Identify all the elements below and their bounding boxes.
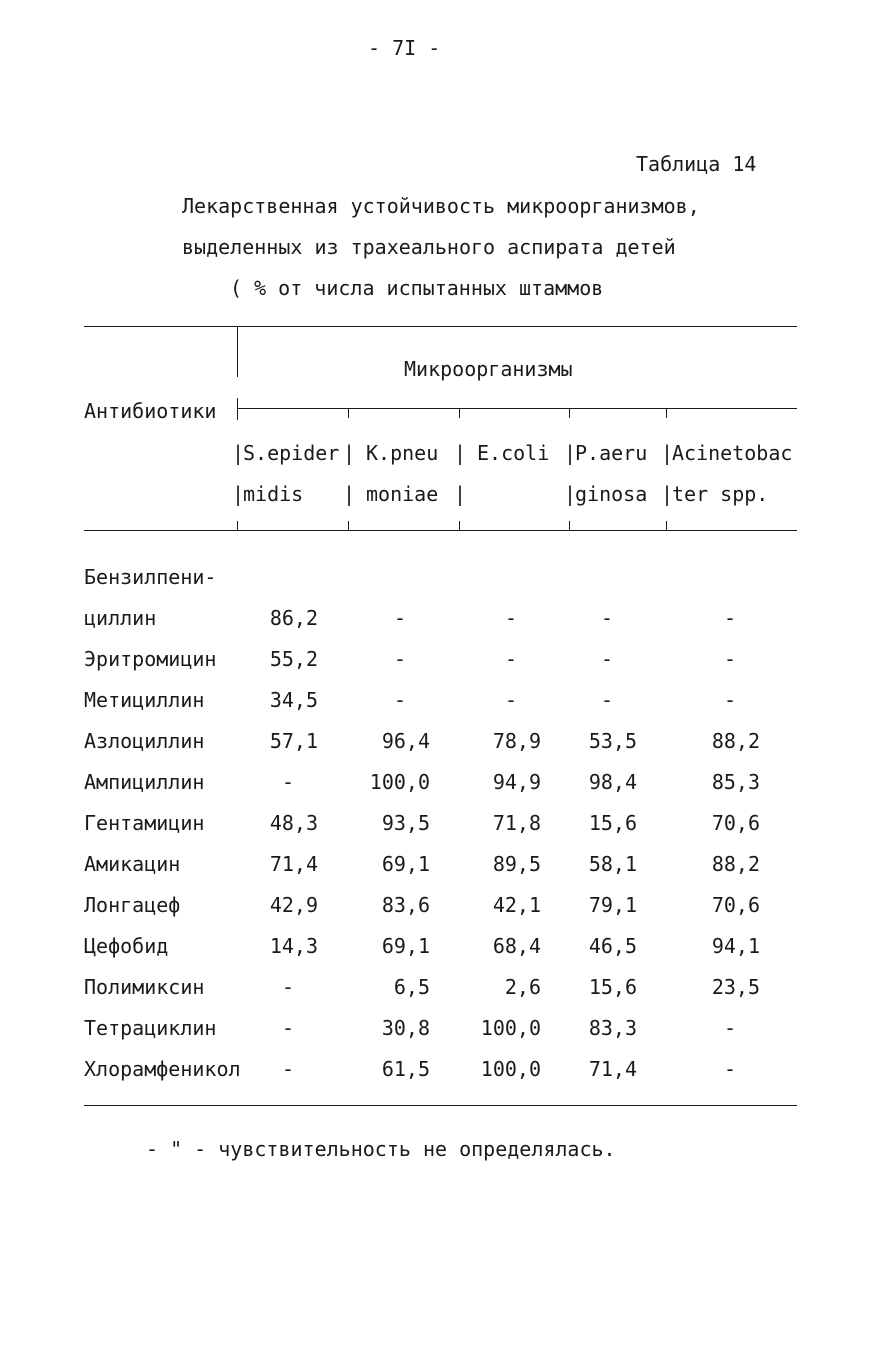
- table-cell: -: [504, 606, 517, 630]
- table-cell: 71,4: [588, 1057, 637, 1081]
- table-cell: 30,8: [381, 1016, 430, 1040]
- table-cell: 70,6: [711, 811, 760, 835]
- row-label: циллин: [84, 606, 157, 630]
- table-cell: 71,4: [269, 852, 318, 876]
- table-cell: -: [600, 606, 613, 630]
- column-separator: |: [661, 482, 674, 506]
- table-cell: 34,5: [269, 688, 318, 712]
- table-cell: 79,1: [588, 893, 637, 917]
- column-separator: |: [343, 482, 356, 506]
- page-number: - 7I -: [368, 36, 441, 60]
- table-cell: 78,9: [492, 729, 541, 753]
- table-cell: 55,2: [269, 647, 318, 671]
- table-cell: -: [281, 975, 294, 999]
- table-cell: -: [723, 606, 736, 630]
- table-cell: 88,2: [711, 729, 760, 753]
- column-tick: [459, 521, 460, 530]
- row-label: Хлорамфеникол: [84, 1057, 241, 1081]
- table-cell: 86,2: [269, 606, 318, 630]
- column-separator: |: [454, 441, 467, 465]
- column-tick: [348, 408, 349, 418]
- table-bottom-rule: [84, 1105, 797, 1106]
- table-cell: 6,5: [393, 975, 430, 999]
- row-label: Лонгацеф: [84, 893, 181, 917]
- table-cell: -: [723, 688, 736, 712]
- table-cell: 15,6: [588, 811, 637, 835]
- table-cell: 100,0: [369, 770, 430, 794]
- column-tick: [459, 408, 460, 418]
- column-tick: [237, 521, 238, 530]
- table-cell: 15,6: [588, 975, 637, 999]
- row-label: Ампициллин: [84, 770, 205, 794]
- table-cell: 58,1: [588, 852, 637, 876]
- table-cell: 100,0: [480, 1016, 541, 1040]
- column-header-s-epidermidis: S.epider: [243, 441, 340, 465]
- table-cell: 83,3: [588, 1016, 637, 1040]
- table-cell: 14,3: [269, 934, 318, 958]
- table-cell: 96,4: [381, 729, 430, 753]
- header-bottom-rule: [84, 530, 797, 531]
- header-separator: [237, 327, 238, 377]
- row-label: Эритромицин: [84, 647, 217, 671]
- table-top-rule: [84, 326, 797, 327]
- group-header: Микроорганизмы: [404, 357, 573, 381]
- table-cell: 23,5: [711, 975, 760, 999]
- row-header: Антибиотики: [84, 399, 217, 423]
- table-cell: 48,3: [269, 811, 318, 835]
- row-label: Бензилпени-: [84, 565, 217, 589]
- table-cell: 70,6: [711, 893, 760, 917]
- column-header-k-pneumoniae-line2: moniae: [366, 482, 439, 506]
- row-label: Тетрациклин: [84, 1016, 217, 1040]
- table-cell: -: [393, 606, 406, 630]
- table-cell: -: [281, 770, 294, 794]
- column-separator: |: [661, 441, 674, 465]
- table-cell: 68,4: [492, 934, 541, 958]
- table-cell: 61,5: [381, 1057, 430, 1081]
- table-cell: 42,1: [492, 893, 541, 917]
- table-cell: -: [504, 647, 517, 671]
- table-cell: 71,8: [492, 811, 541, 835]
- column-separator: |: [232, 482, 245, 506]
- column-separator: |: [343, 441, 356, 465]
- column-separator: |: [454, 482, 467, 506]
- table-title-line1: Лекарственная устойчивость микроорганизмов,: [182, 194, 700, 218]
- column-separator: |: [232, 441, 245, 465]
- column-tick: [569, 521, 570, 530]
- table-cell: 83,6: [381, 893, 430, 917]
- column-header-k-pneumoniae: K.pneu: [366, 441, 439, 465]
- column-tick: [569, 408, 570, 418]
- table-cell: -: [281, 1016, 294, 1040]
- table-cell: 57,1: [269, 729, 318, 753]
- table-cell: 93,5: [381, 811, 430, 835]
- table-title-line2: выделенных из трахеального аспирата детей: [182, 235, 676, 259]
- row-label: Азлоциллин: [84, 729, 205, 753]
- table-cell: -: [504, 688, 517, 712]
- column-header-p-aeruginosa-line2: ginosa: [575, 482, 648, 506]
- table-label: Таблица 14: [636, 152, 757, 176]
- table-cell: 69,1: [381, 852, 430, 876]
- table-cell: -: [600, 688, 613, 712]
- row-label: Метициллин: [84, 688, 205, 712]
- table-cell: -: [600, 647, 613, 671]
- table-cell: 88,2: [711, 852, 760, 876]
- table-cell: 2,6: [504, 975, 541, 999]
- row-label: Гентамицин: [84, 811, 205, 835]
- column-header-e-coli: E.coli: [477, 441, 550, 465]
- table-cell: 42,9: [269, 893, 318, 917]
- group-rule: [237, 408, 797, 409]
- table-cell: -: [723, 647, 736, 671]
- table-cell: 94,9: [492, 770, 541, 794]
- table-cell: -: [393, 647, 406, 671]
- table-cell: 100,0: [480, 1057, 541, 1081]
- column-header-acinetobacter: Acinetobac: [672, 441, 793, 465]
- column-tick: [666, 521, 667, 530]
- table-title-line3: ( % от числа испытанных штаммов: [230, 276, 604, 300]
- column-tick: [666, 408, 667, 418]
- row-label: Амикацин: [84, 852, 181, 876]
- table-cell: 85,3: [711, 770, 760, 794]
- column-header-acinetobacter-line2: ter spp.: [672, 482, 769, 506]
- table-cell: 94,1: [711, 934, 760, 958]
- row-label: Цефобид: [84, 934, 169, 958]
- table-cell: -: [281, 1057, 294, 1081]
- column-tick: [348, 521, 349, 530]
- header-separator: [237, 398, 238, 420]
- table-cell: 69,1: [381, 934, 430, 958]
- table-cell: 89,5: [492, 852, 541, 876]
- row-label: Полимиксин: [84, 975, 205, 999]
- table-cell: 53,5: [588, 729, 637, 753]
- table-cell: -: [723, 1057, 736, 1081]
- column-header-s-epidermidis-line2: midis: [243, 482, 304, 506]
- table-cell: -: [723, 1016, 736, 1040]
- column-header-p-aeruginosa: P.aeru: [575, 441, 648, 465]
- table-cell: -: [393, 688, 406, 712]
- column-separator: |: [564, 482, 577, 506]
- footnote: - " - чувствительность не определялась.: [146, 1137, 616, 1161]
- column-separator: |: [564, 441, 577, 465]
- table-cell: 46,5: [588, 934, 637, 958]
- table-cell: 98,4: [588, 770, 637, 794]
